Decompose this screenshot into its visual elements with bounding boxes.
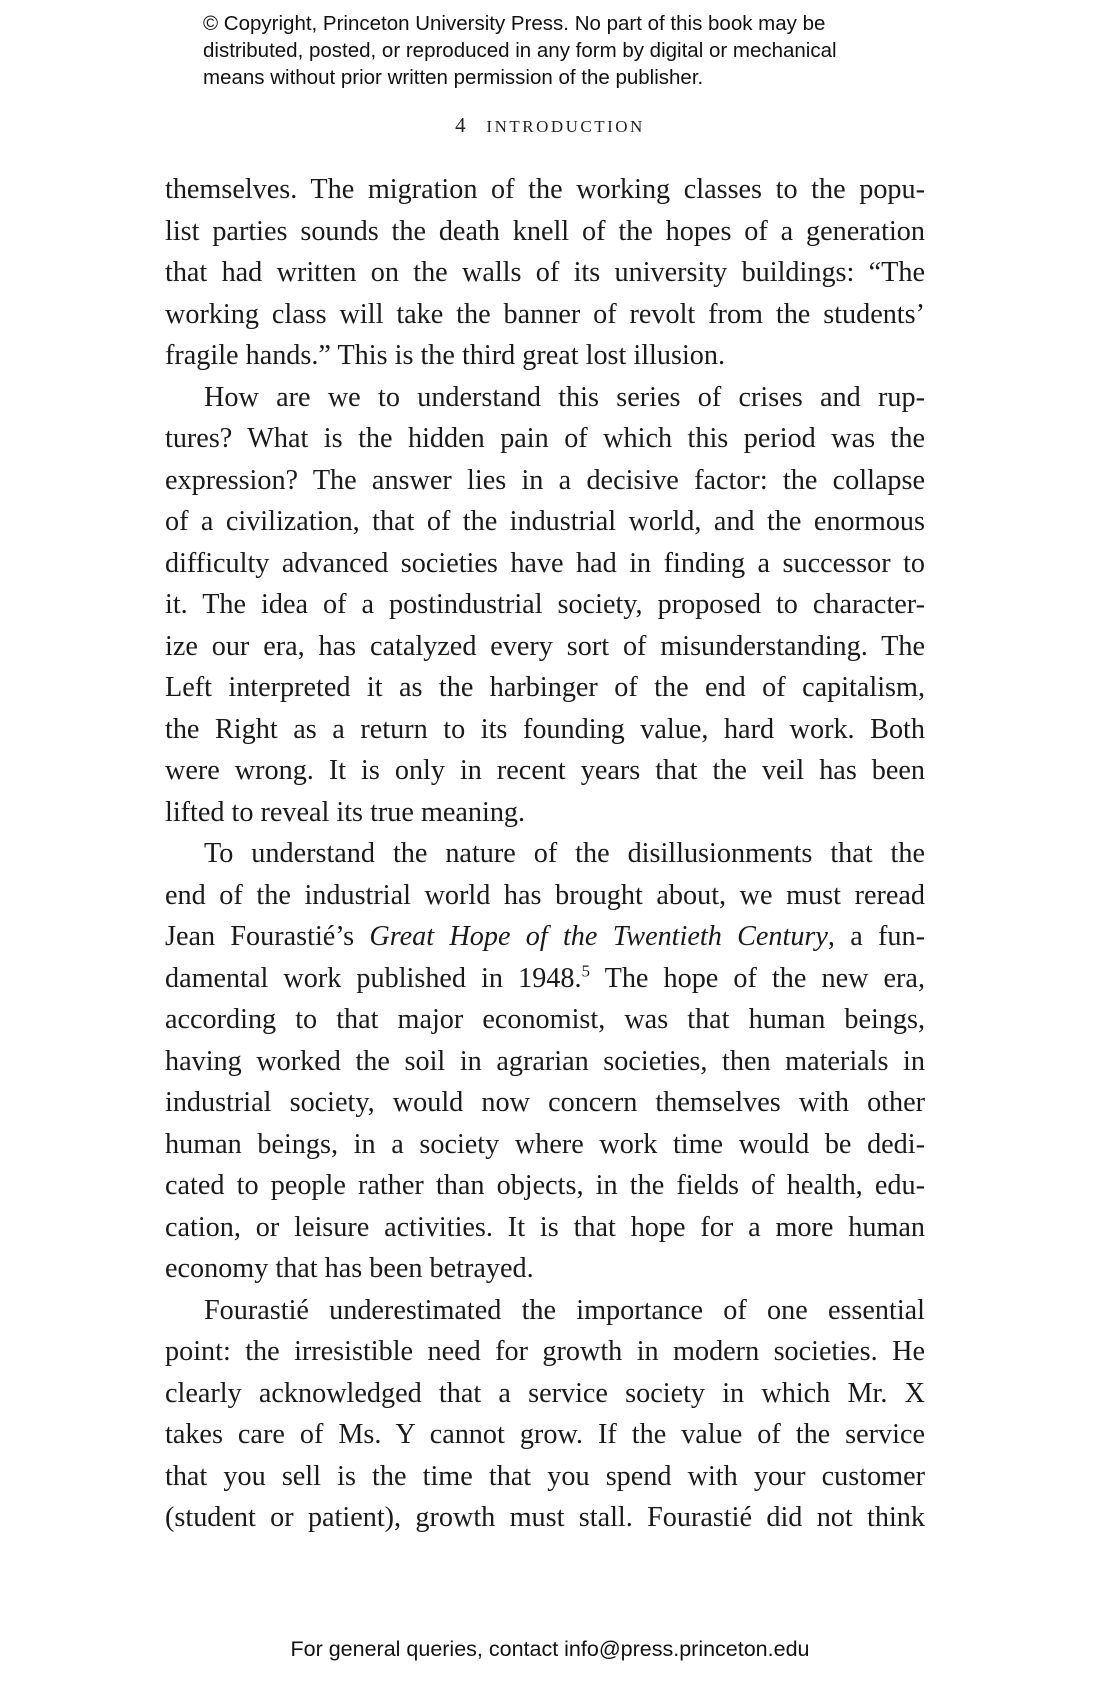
text-line: were wrong. It is only in recent years that the veil has been bbox=[165, 755, 925, 786]
text-line: To understand the nature of the disillusionments that the bbox=[204, 838, 925, 869]
section-title: INTRODUCTION bbox=[486, 117, 645, 136]
text-line: it. The idea of a postindustrial society, proposed to character- bbox=[165, 589, 925, 620]
text-line: (student or patient), growth must stall. Fourastié did not think bbox=[165, 1502, 925, 1533]
text-line: list parties sounds the death knell of the hopes of a generation bbox=[165, 215, 925, 247]
copyright-line: means without prior written permission of the publisher. bbox=[203, 66, 704, 89]
text-line: of a civilization, that of the industrial world, and the enormous bbox=[165, 506, 925, 537]
copyright-line: distributed, posted, or reproduced in any form by digital or mechanical bbox=[203, 39, 837, 62]
running-head bbox=[0, 113, 1100, 138]
text-line: takes care of Ms. Y cannot grow. If the value of the service bbox=[165, 1419, 925, 1450]
text-line: end of the industrial world has brought about, we must reread bbox=[165, 879, 925, 911]
text-line: having worked the soil in agrarian societies, then materials in bbox=[165, 1045, 925, 1077]
text-line: industrial society, would now concern themselves with other bbox=[165, 1087, 925, 1118]
footnote-reference[interactable]: 5 bbox=[581, 961, 591, 981]
text-line: themselves. The migration of the working classes to the popu- bbox=[165, 174, 925, 205]
text-line bbox=[165, 916, 925, 958]
text-line: economy that has been betrayed. bbox=[165, 1253, 534, 1284]
text-line: tures? What is the hidden pain of which this period was the bbox=[165, 423, 925, 454]
text-line: that you sell is the time that you spend with your customer bbox=[165, 1460, 925, 1492]
text-line: lifted to reveal its true meaning. bbox=[165, 796, 526, 828]
copyright-line: © Copyright, Princeton University Press. No part of this book may be bbox=[203, 12, 826, 35]
paragraph-2 bbox=[165, 377, 925, 834]
text-line: ize our era, has catalyzed every sort of misunderstanding. The bbox=[165, 630, 925, 662]
text-line: human beings, in a society where work time would be dedi- bbox=[165, 1128, 925, 1160]
text-line: difficulty advanced societies have had in finding a successor to bbox=[165, 547, 925, 579]
paragraph-4 bbox=[165, 1290, 925, 1539]
text-line: expression? The answer lies in a decisive factor: the collapse bbox=[165, 464, 925, 496]
text-line: Fourastié underestimated the importance of one essential bbox=[204, 1294, 925, 1326]
text-line: point: the irresistible need for growth in modern societies. He bbox=[165, 1336, 925, 1367]
text-line: according to that major economist, was that human beings, bbox=[165, 1004, 925, 1035]
paragraph-1 bbox=[165, 169, 925, 377]
text-line: Left interpreted it as the harbinger of the end of capitalism, bbox=[165, 672, 925, 703]
text-fragment: , a fun- bbox=[827, 921, 925, 952]
text-line: working class will take the banner of revolt from the students’ bbox=[165, 298, 925, 330]
book-title: Great Hope of the Twentieth Century bbox=[369, 921, 828, 952]
text-fragment: The hope of the new era, bbox=[590, 962, 925, 994]
paragraph-3 bbox=[165, 833, 925, 1290]
text-line: the Right as a return to its founding value, hard work. Both bbox=[165, 713, 925, 745]
footer-contact: For general queries, contact info@press.princeton.edu bbox=[290, 1637, 810, 1661]
text-line: cation, or leisure activities. It is that hope for a more human bbox=[165, 1211, 925, 1243]
text-line bbox=[165, 958, 925, 1000]
page-number: 4 bbox=[455, 113, 466, 137]
text-line: that had written on the walls of its university buildings: “The bbox=[165, 257, 925, 288]
text-line: cated to people rather than objects, in the fields of health, edu- bbox=[165, 1170, 925, 1201]
copyright-notice bbox=[203, 10, 963, 91]
text-line: How are we to understand this series of crises and rup- bbox=[204, 381, 925, 413]
text-fragment: damental work published in 1948. bbox=[165, 962, 582, 994]
body-text bbox=[165, 169, 925, 1539]
text-line: clearly acknowledged that a service society in which Mr. X bbox=[165, 1377, 925, 1409]
text-fragment: Jean Fourastié’s bbox=[165, 921, 370, 952]
text-line: fragile hands.” This is the third great lost illusion. bbox=[165, 340, 726, 371]
